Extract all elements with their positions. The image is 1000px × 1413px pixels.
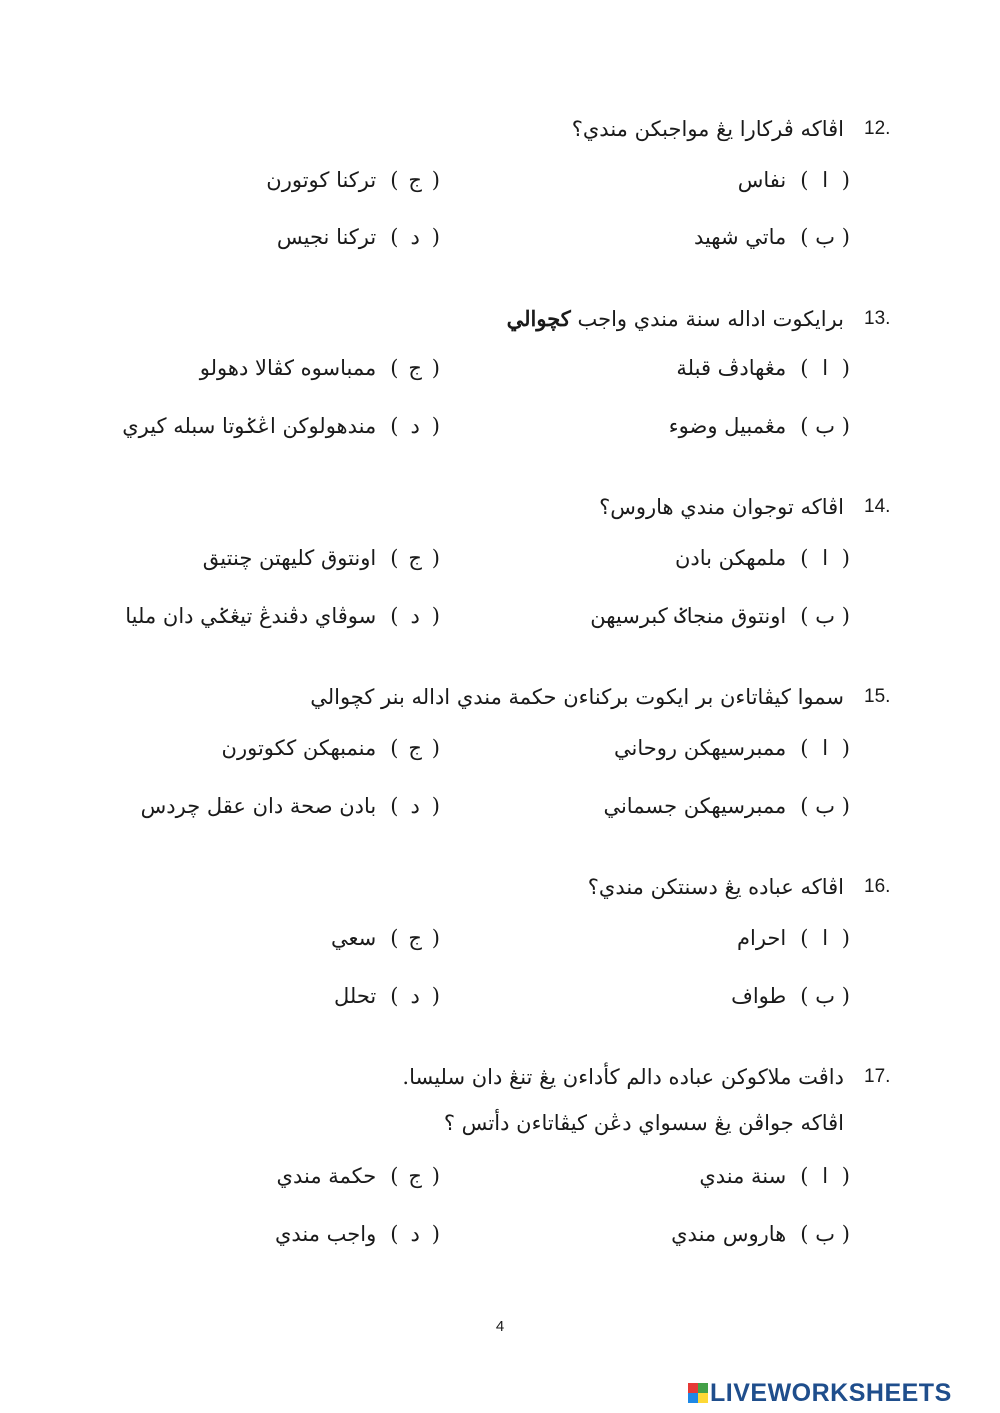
question-text: اڤاكه ڤركارا يڠ مواجبكن مندي؟ bbox=[571, 117, 844, 141]
page-number: 4 bbox=[495, 1318, 505, 1335]
option-a[interactable]: ( ا )نفاس bbox=[737, 168, 850, 192]
question-number: 13. bbox=[864, 308, 891, 329]
option-c[interactable]: ( ج )منمبهكن ككوتورن bbox=[221, 736, 440, 760]
option-b[interactable]: ( ب )اونتوق منجاݢ كبرسيهن bbox=[590, 604, 850, 628]
question-text: اڤاكه عباده يڠ دسنتكن مندي؟ bbox=[587, 875, 844, 899]
question-text: اڤاكه توجوان مندي هاروس؟ bbox=[599, 495, 844, 519]
option-d[interactable]: ( د )بادن صحة دان عقل چردس bbox=[140, 794, 440, 818]
question-text: سموا كيڤاتاءن بر ايكوت بركناءن حكمة مندي اداله بنر كچوالي bbox=[310, 685, 844, 709]
option-d[interactable]: ( د )تحلل bbox=[333, 984, 440, 1008]
option-c[interactable]: ( ج )ممباسوه كڤالا دهولو bbox=[199, 356, 440, 380]
option-d[interactable]: ( د )مندهولوكن اڠݢوتا سبله كيري bbox=[122, 414, 440, 438]
liveworksheets-logo[interactable] bbox=[688, 1378, 952, 1408]
question-number: 16. bbox=[864, 876, 891, 897]
question-17 bbox=[84, 1060, 904, 1144]
question-text-line-2: اڤاكه جواڤن يڠ سسواي دڠن كيڤاتاءن دأتس ؟ bbox=[443, 1111, 844, 1135]
question-number: 17. bbox=[864, 1066, 891, 1087]
option-a[interactable]: ( ا )مڠهادڤ قبلة bbox=[676, 356, 850, 380]
option-c[interactable]: ( ج )تركنا كوتورن bbox=[266, 168, 440, 192]
question-number: 15. bbox=[864, 686, 891, 707]
option-d[interactable]: ( د )تركنا نجيس bbox=[276, 225, 440, 249]
option-a[interactable]: ( ا )ممبرسيهكن روحاني bbox=[614, 736, 850, 760]
option-c[interactable]: ( ج )اونتوق كليهتن چنتيق bbox=[202, 546, 440, 570]
question-14 bbox=[84, 490, 904, 530]
question-text: داڤت ملاكوكن عباده دالم كأداءن يڠ تنڠ دان سليسا. bbox=[402, 1065, 844, 1089]
question-16 bbox=[84, 870, 904, 910]
option-b[interactable]: ( ب )طواف bbox=[731, 984, 850, 1008]
option-c[interactable]: ( ج )سعي bbox=[331, 926, 440, 950]
option-b[interactable]: ( ب )هاروس مندي bbox=[671, 1222, 850, 1246]
option-c[interactable]: ( ج )حكمة مندي bbox=[276, 1164, 440, 1188]
option-d[interactable]: ( د )سوڤاي دڤندڠ تيڠݢي دان مليا bbox=[125, 604, 440, 628]
option-b[interactable]: ( ب )مڠمبيل وضوء bbox=[668, 414, 850, 438]
question-12 bbox=[84, 112, 904, 152]
question-13 bbox=[84, 302, 904, 342]
option-b[interactable]: ( ب )ممبرسيهكن جسماني bbox=[603, 794, 850, 818]
option-a[interactable]: ( ا )سنة مندي bbox=[699, 1164, 850, 1188]
option-a[interactable]: ( ا )ملمهكن بادن bbox=[674, 546, 850, 570]
option-b[interactable]: ( ب )ماتي شهيد bbox=[693, 225, 850, 249]
logo-squares-icon bbox=[688, 1383, 708, 1403]
question-15 bbox=[84, 680, 904, 720]
question-text: برايكوت اداله سنة مندي واجب كچوالي bbox=[506, 306, 844, 331]
option-d[interactable]: ( د )واجب مندي bbox=[274, 1222, 440, 1246]
question-number: 12. bbox=[864, 118, 891, 139]
logo-wordmark: LIVEWORKSHEETS bbox=[710, 1378, 952, 1407]
option-a[interactable]: ( ا )احرام bbox=[737, 926, 850, 950]
question-number: 14. bbox=[864, 496, 891, 517]
question-emphasis: كچوالي bbox=[506, 306, 571, 331]
